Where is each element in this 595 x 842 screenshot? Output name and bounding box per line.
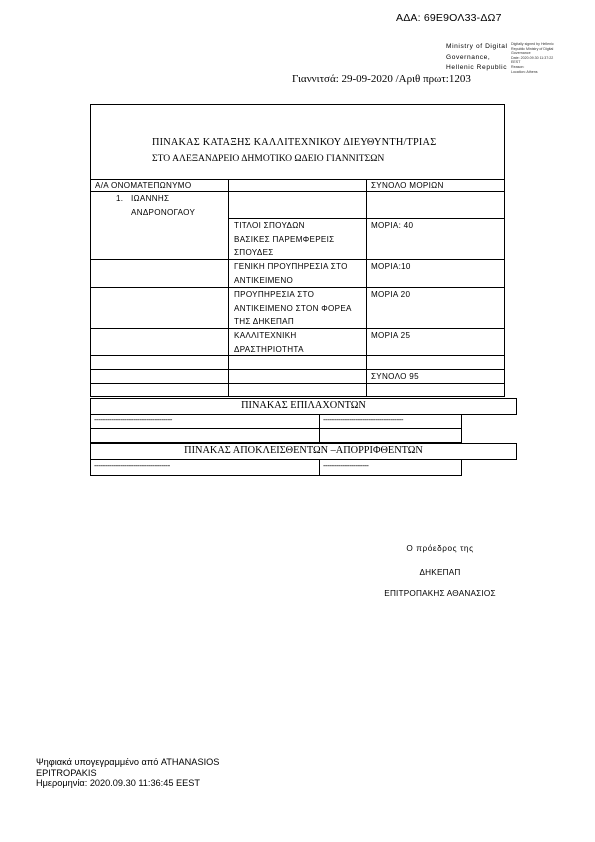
criterion-label: ΚΑΛΛΙΤΕΧΝΙΚΗ ΔΡΑΣΤΗΡΙΟΤΗΤΑ — [234, 331, 304, 354]
substitutes-entry-empty: ------------------------------------- — [323, 415, 404, 424]
digital-stamp-details: Digitally signed by Hellenic Republic Ministry of Digital Governance Date: 2020.09.30 11:37:22 EEST Reason: Location: Athens — [511, 42, 554, 74]
table-subtitle: ΣΤΟ ΑΛΕΞΑΝΔΡΕΙΟ ΔΗΜΟΤΙΚΟ ΩΔΕΙΟ ΓΙΑΝΝΙΤΣΩΝ — [152, 153, 385, 164]
excluded-rule — [90, 475, 462, 476]
criterion-label: ΤΙΤΛΟΙ ΣΠΟΥΔΩΝ ΒΑΣΙΚΕΣ ΠΑΡΕΜΦΕΡΕΙΣ ΣΠΟΥΔΕΣ — [234, 221, 335, 257]
criterion-label: ΓΕΝΙΚΗ ΠΡΟΥΠΗΡΕΣΙΑ ΣΤΟ ΑΝΤΙΚΕΙΜΕΝΟ — [234, 262, 348, 285]
candidate-name: ΙΩΑΝΝΗΣ ΑΝΔΡΟΝΟΓΑΟΥ — [131, 194, 196, 217]
table-title: ΠΙΝΑΚΑΣ ΚΑΤΑΞΗΣ ΚΑΛΛΙΤΕΧΝΙΚΟΥ ΔΙΕΥΘΥΝΤΗ/ΤΡΙΑΣ — [152, 137, 437, 148]
substitutes-entry-empty: ------------------------------------ — [94, 415, 172, 424]
substitutes-rule — [319, 414, 320, 443]
excluded-rule — [319, 459, 320, 476]
excluded-rule — [461, 459, 462, 476]
criterion-points: ΜΟΡΙΑ 25 — [371, 331, 411, 340]
substitutes-rule — [90, 398, 517, 399]
ada-code: ΑΔΑ: 69Ε9ΟΛ33-ΔΩ7 — [396, 12, 502, 24]
criterion-points: ΜΟΡΙΑ 20 — [371, 290, 411, 299]
signature-name: ΕΠΙΤΡΟΠΑΚΗΣ ΑΘΑΝΑΣΙΟΣ — [384, 589, 496, 598]
substitutes-title: ΠΙΝΑΚΑΣ ΕΠΙΛΑΧΟΝΤΩΝ — [241, 400, 366, 411]
table-rule — [90, 369, 505, 370]
digital-signature-note: Ψηφιακά υπογεγραμμένο από ATHANASIOS EPITROPAKIS Ημερομηνία: 2020.09.30 11:36:45 EEST — [36, 757, 220, 788]
criterion-points: ΜΟΡΙΑ: 40 — [371, 221, 414, 230]
substitutes-rule — [90, 428, 462, 429]
digital-stamp-issuer: Ministry of Digital Governance, Hellenic Republic — [446, 43, 508, 71]
date-protocol-line: Γιαννιτσά: 29-09-2020 /Αριθ πρωτ:1203 — [292, 73, 471, 85]
excluded-rule — [90, 459, 517, 460]
total-points: ΣΥΝΟΛΟ 95 — [371, 372, 419, 381]
table-rule — [228, 179, 229, 397]
excluded-entry-empty: ----------------------------------- — [94, 461, 170, 470]
excluded-title: ΠΙΝΑΚΑΣ ΑΠΟΚΛΕΙΣΘΕΝΤΩΝ –ΑΠΟΡΡΙΦΘΕΝΤΩΝ — [184, 445, 423, 456]
signature-organization: ΔΗΚΕΠΑΠ — [419, 568, 461, 577]
table-rule — [90, 383, 505, 384]
header-total-column: ΣΥΝΟΛΟ ΜΟΡΙΩΝ — [371, 181, 444, 190]
signature-role: Ο πρόεδρος της — [406, 544, 474, 553]
excluded-entry-empty: --------------------- — [323, 461, 369, 470]
excluded-rule — [90, 443, 517, 444]
criterion-points: ΜΟΡΙΑ:10 — [371, 262, 411, 271]
header-name-column: Α/Α ΟΝΟΜΑΤΕΠΩΝΥΜΟ — [95, 181, 192, 190]
table-rule — [366, 179, 367, 397]
candidate-number: 1. — [116, 194, 124, 203]
substitutes-rule — [461, 414, 462, 443]
criterion-label: ΠΡΟΥΠΗΡΕΣΙΑ ΣΤΟ ΑΝΤΙΚΕΙΜΕΝΟ ΣΤΟΝ ΦΟΡΕΑ ΤΗΣ ΔΗΚΕΠΑΠ — [234, 290, 352, 326]
